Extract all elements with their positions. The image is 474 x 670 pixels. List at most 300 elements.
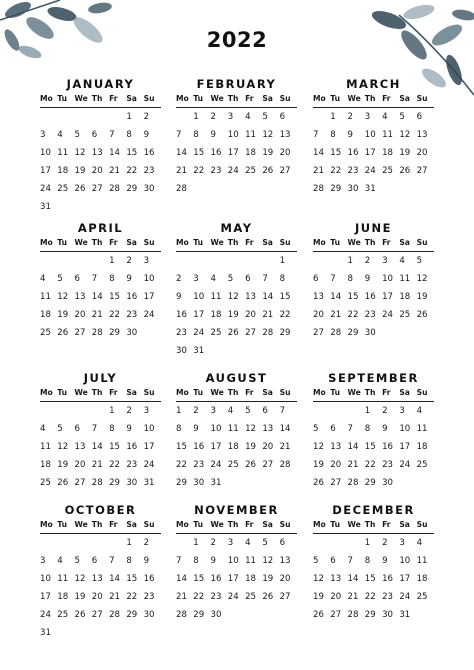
day-cell: 28 xyxy=(176,184,187,194)
week-row xyxy=(313,288,434,306)
day-cell: 20 xyxy=(74,460,86,470)
weekday-label: Sa xyxy=(399,238,410,247)
day-cell: 26 xyxy=(74,184,86,194)
day-cell: 15 xyxy=(109,442,120,452)
day-cell xyxy=(228,252,245,270)
day-cell xyxy=(313,108,330,126)
day-cell: 1 xyxy=(193,112,199,122)
day-cell: 10 xyxy=(364,130,376,140)
weekday-label: Mo xyxy=(313,520,326,529)
weekday-label: Mo xyxy=(40,388,53,397)
day-cell xyxy=(144,324,161,342)
day-cell: 13 xyxy=(313,292,324,302)
week-row xyxy=(176,144,297,162)
weekday-label: Tu xyxy=(193,388,204,397)
day-cell: 9 xyxy=(347,130,353,140)
day-cell: 11 xyxy=(416,424,428,434)
week-row xyxy=(313,144,434,162)
weekday-label: Th xyxy=(91,520,103,529)
day-cell: 11 xyxy=(245,130,256,140)
week-row xyxy=(176,342,297,360)
week-row xyxy=(40,324,161,342)
weekday-label: Su xyxy=(416,388,428,397)
day-cell xyxy=(75,198,92,216)
day-cell: 19 xyxy=(416,292,428,302)
day-cell: 10 xyxy=(143,274,155,284)
week-row xyxy=(176,126,297,144)
day-cell xyxy=(245,252,262,270)
weekday-label: Mo xyxy=(176,520,189,529)
day-cell: 4 xyxy=(245,112,251,122)
month-name: APRIL xyxy=(77,221,124,235)
weekday-label: Tu xyxy=(193,520,204,529)
day-cell xyxy=(228,180,245,198)
day-cell: 24 xyxy=(364,166,376,176)
month-name: AUGUST xyxy=(205,371,268,385)
day-cell: 12 xyxy=(245,424,256,434)
day-cell: 13 xyxy=(74,442,86,452)
day-cell: 24 xyxy=(227,166,239,176)
day-cell: 21 xyxy=(176,592,187,602)
day-cell xyxy=(40,108,57,126)
week-row xyxy=(40,270,161,288)
day-cell: 24 xyxy=(143,460,155,470)
day-cell: 11 xyxy=(40,442,51,452)
day-cell: 4 xyxy=(245,538,251,548)
day-cell xyxy=(330,402,347,420)
day-cell: 21 xyxy=(262,310,274,320)
day-cell: 21 xyxy=(279,442,291,452)
day-cell: 3 xyxy=(40,130,46,140)
weekday-header xyxy=(176,386,297,400)
day-cell: 22 xyxy=(176,460,187,470)
day-cell: 7 xyxy=(109,556,115,566)
day-cell xyxy=(330,534,347,552)
day-cell: 2 xyxy=(210,538,216,548)
day-grid xyxy=(176,534,297,624)
day-cell: 23 xyxy=(382,460,393,470)
weekday-label: We xyxy=(210,520,224,529)
day-cell: 19 xyxy=(262,574,274,584)
day-cell: 21 xyxy=(176,166,187,176)
month-january xyxy=(40,76,161,216)
day-cell: 16 xyxy=(143,574,155,584)
day-cell: 10 xyxy=(382,274,393,284)
day-cell: 7 xyxy=(313,130,319,140)
weekday-label: Tu xyxy=(330,94,341,103)
weekday-label: Sa xyxy=(262,520,273,529)
month-name: JANUARY xyxy=(66,77,135,91)
weekday-label: Fr xyxy=(382,388,391,397)
week-row xyxy=(40,126,161,144)
week-row xyxy=(176,438,297,456)
month-name: DECEMBER xyxy=(332,503,415,517)
day-cell: 24 xyxy=(143,310,155,320)
day-cell: 11 xyxy=(382,130,393,140)
day-cell: 4 xyxy=(416,406,423,416)
day-cell: 27 xyxy=(416,166,428,176)
day-cell: 24 xyxy=(40,184,51,194)
day-cell: 21 xyxy=(347,460,359,470)
week-row xyxy=(40,162,161,180)
day-cell: 14 xyxy=(109,148,120,158)
week-row xyxy=(313,588,434,606)
day-cell: 15 xyxy=(364,574,376,584)
day-cell: 30 xyxy=(347,184,359,194)
week-row xyxy=(40,534,161,552)
day-cell xyxy=(330,252,347,270)
weekday-label: We xyxy=(347,388,361,397)
weekday-label: Tu xyxy=(57,238,68,247)
day-cell: 11 xyxy=(416,556,428,566)
day-cell: 10 xyxy=(40,148,51,158)
day-cell: 14 xyxy=(347,442,359,452)
day-cell: 15 xyxy=(176,442,187,452)
weekday-header xyxy=(313,518,434,532)
day-cell xyxy=(144,624,161,642)
day-cell: 16 xyxy=(347,148,359,158)
weekday-label: Su xyxy=(143,94,155,103)
day-cell: 22 xyxy=(193,592,205,602)
day-cell xyxy=(92,108,109,126)
day-cell: 27 xyxy=(91,184,103,194)
weekday-label: We xyxy=(210,238,224,247)
day-cell: 5 xyxy=(74,130,80,140)
day-cell xyxy=(57,624,74,642)
weekday-label: Tu xyxy=(193,238,204,247)
week-row xyxy=(176,252,297,270)
weekday-label: Fr xyxy=(382,94,391,103)
day-cell: 15 xyxy=(126,148,138,158)
weekday-label: Th xyxy=(227,388,239,397)
day-cell: 14 xyxy=(91,442,103,452)
day-cell xyxy=(176,534,193,552)
day-cell: 5 xyxy=(74,556,80,566)
weekday-label: Th xyxy=(364,520,376,529)
day-cell: 31 xyxy=(364,184,376,194)
day-cell xyxy=(193,180,210,198)
month-april xyxy=(40,220,161,342)
month-december xyxy=(313,502,434,624)
day-cell: 1 xyxy=(126,538,132,548)
day-cell: 6 xyxy=(262,406,268,416)
day-grid xyxy=(313,108,434,198)
day-cell: 25 xyxy=(57,610,69,620)
day-cell xyxy=(245,474,262,492)
day-cell: 14 xyxy=(313,148,324,158)
day-cell: 16 xyxy=(193,442,205,452)
weekday-label: Th xyxy=(364,238,376,247)
weekday-label: Su xyxy=(143,388,155,397)
day-cell: 30 xyxy=(126,328,138,338)
day-cell xyxy=(92,198,109,216)
day-cell: 1 xyxy=(109,406,115,416)
week-row xyxy=(176,534,297,552)
day-cell: 23 xyxy=(176,328,187,338)
week-row xyxy=(176,288,297,306)
day-cell: 13 xyxy=(279,130,291,140)
day-cell xyxy=(211,252,228,270)
day-cell: 9 xyxy=(382,556,388,566)
week-row xyxy=(40,438,161,456)
day-cell: 30 xyxy=(382,610,393,620)
day-cell: 25 xyxy=(40,328,51,338)
day-cell: 2 xyxy=(193,406,199,416)
weekday-label: Th xyxy=(364,388,376,397)
day-cell: 5 xyxy=(57,274,63,284)
weekday-header xyxy=(176,92,297,106)
day-cell: 14 xyxy=(279,424,291,434)
week-row xyxy=(176,570,297,588)
day-cell: 5 xyxy=(262,538,268,548)
weekday-label: Th xyxy=(227,520,239,529)
day-cell: 5 xyxy=(227,274,234,284)
day-cell: 21 xyxy=(347,592,359,602)
day-grid xyxy=(176,402,297,492)
week-row xyxy=(313,570,434,588)
day-cell: 8 xyxy=(330,130,336,140)
day-cell: 11 xyxy=(40,292,51,302)
weekday-label: We xyxy=(74,94,88,103)
day-cell xyxy=(109,198,126,216)
day-cell: 23 xyxy=(126,310,138,320)
day-cell: 1 xyxy=(176,406,182,416)
weekday-label: Tu xyxy=(330,520,341,529)
day-cell xyxy=(92,402,109,420)
day-cell xyxy=(40,402,57,420)
day-cell: 16 xyxy=(126,292,138,302)
weekday-label: Th xyxy=(227,94,239,103)
calendar-year-title: 2022 xyxy=(206,28,268,52)
month-february xyxy=(176,76,297,198)
day-cell: 19 xyxy=(245,442,256,452)
day-cell: 1 xyxy=(126,112,132,122)
day-cell: 21 xyxy=(313,166,324,176)
day-cell: 28 xyxy=(109,610,120,620)
day-cell: 20 xyxy=(313,310,324,320)
day-cell: 7 xyxy=(262,274,268,284)
weekday-label: Sa xyxy=(262,94,273,103)
day-cell: 3 xyxy=(227,112,234,122)
day-cell: 30 xyxy=(210,610,222,620)
day-cell: 16 xyxy=(364,292,376,302)
day-cell: 14 xyxy=(109,574,120,584)
week-row xyxy=(40,456,161,474)
weekday-label: Su xyxy=(143,238,155,247)
day-cell: 18 xyxy=(245,574,256,584)
week-row xyxy=(40,570,161,588)
weekday-label: Sa xyxy=(399,388,410,397)
day-cell: 29 xyxy=(176,478,187,488)
month-name: JUNE xyxy=(354,221,393,235)
day-cell: 27 xyxy=(245,328,256,338)
month-name: SEPTEMBER xyxy=(328,371,419,385)
day-cell: 11 xyxy=(57,574,69,584)
day-cell: 26 xyxy=(57,328,69,338)
day-cell xyxy=(75,402,92,420)
weekday-label: Fr xyxy=(245,388,254,397)
day-cell: 12 xyxy=(74,148,86,158)
day-cell: 2 xyxy=(347,112,353,122)
week-row xyxy=(313,252,434,270)
day-cell: 23 xyxy=(143,592,155,602)
month-name: OCTOBER xyxy=(64,503,137,517)
day-cell xyxy=(262,342,279,360)
day-cell: 28 xyxy=(91,328,103,338)
day-cell: 2 xyxy=(176,274,182,284)
day-cell: 13 xyxy=(330,574,342,584)
weekday-label: We xyxy=(347,520,361,529)
day-cell xyxy=(313,252,330,270)
day-cell: 17 xyxy=(227,574,239,584)
day-cell: 6 xyxy=(91,556,98,566)
day-cell: 31 xyxy=(193,346,205,356)
day-cell: 20 xyxy=(279,148,291,158)
weekday-label: Th xyxy=(91,388,103,397)
day-cell xyxy=(176,252,193,270)
weekday-label: Mo xyxy=(40,238,53,247)
day-cell: 18 xyxy=(399,292,411,302)
day-cell: 14 xyxy=(91,292,103,302)
day-cell: 19 xyxy=(313,592,324,602)
day-cell: 8 xyxy=(176,424,182,434)
day-cell: 11 xyxy=(245,556,256,566)
day-cell: 8 xyxy=(126,130,132,140)
day-cell: 3 xyxy=(399,538,405,548)
day-cell: 2 xyxy=(143,538,150,548)
week-row xyxy=(176,420,297,438)
day-grid xyxy=(176,108,297,198)
day-cell: 27 xyxy=(74,478,86,488)
weekday-header xyxy=(40,92,161,106)
month-september xyxy=(313,370,434,492)
day-cell: 29 xyxy=(109,328,120,338)
day-cell: 18 xyxy=(382,148,393,158)
day-cell: 30 xyxy=(176,346,187,356)
day-cell: 31 xyxy=(40,628,51,638)
day-cell: 18 xyxy=(416,574,428,584)
weekday-label: We xyxy=(210,94,224,103)
day-cell: 9 xyxy=(126,424,132,434)
day-cell: 14 xyxy=(176,574,187,584)
day-cell xyxy=(399,180,416,198)
week-row xyxy=(40,198,161,216)
month-march xyxy=(313,76,434,198)
day-cell: 27 xyxy=(330,610,342,620)
day-cell xyxy=(280,342,297,360)
week-row xyxy=(313,438,434,456)
day-cell xyxy=(348,402,365,420)
week-row xyxy=(40,144,161,162)
day-cell xyxy=(193,252,210,270)
weekday-label: Su xyxy=(279,94,291,103)
day-cell: 7 xyxy=(347,424,353,434)
day-cell: 5 xyxy=(416,256,423,266)
day-cell: 9 xyxy=(126,274,132,284)
day-cell: 5 xyxy=(313,556,319,566)
day-cell: 19 xyxy=(57,310,69,320)
day-cell: 8 xyxy=(126,556,132,566)
day-cell: 22 xyxy=(109,310,120,320)
day-cell: 7 xyxy=(176,130,182,140)
day-cell: 13 xyxy=(330,442,342,452)
day-cell: 6 xyxy=(74,424,80,434)
week-row xyxy=(40,552,161,570)
day-cell: 20 xyxy=(245,310,256,320)
month-name: MAY xyxy=(220,221,253,235)
weekday-label: Fr xyxy=(109,388,118,397)
week-row xyxy=(313,606,434,624)
day-grid xyxy=(313,252,434,342)
day-cell: 7 xyxy=(91,274,98,284)
day-cell: 3 xyxy=(193,274,199,284)
weekday-header xyxy=(313,386,434,400)
day-cell: 19 xyxy=(74,166,86,176)
weekday-label: Su xyxy=(143,520,155,529)
day-cell: 18 xyxy=(245,148,256,158)
week-row xyxy=(313,180,434,198)
week-row xyxy=(40,588,161,606)
week-row xyxy=(313,162,434,180)
week-row xyxy=(313,324,434,342)
day-cell xyxy=(382,324,399,342)
day-cell xyxy=(57,402,74,420)
day-cell: 17 xyxy=(364,148,376,158)
day-cell: 5 xyxy=(245,406,251,416)
day-cell: 24 xyxy=(193,328,205,338)
day-cell: 22 xyxy=(109,460,120,470)
day-cell: 12 xyxy=(227,292,239,302)
month-july xyxy=(40,370,161,492)
day-cell: 30 xyxy=(193,478,205,488)
day-cell: 17 xyxy=(143,442,155,452)
day-cell: 8 xyxy=(193,130,199,140)
day-cell: 27 xyxy=(74,328,86,338)
day-cell: 28 xyxy=(330,328,342,338)
day-cell: 4 xyxy=(416,538,423,548)
week-row xyxy=(313,552,434,570)
day-cell: 18 xyxy=(57,592,69,602)
day-cell: 16 xyxy=(210,148,222,158)
week-row xyxy=(40,288,161,306)
weekday-label: Fr xyxy=(245,238,254,247)
day-cell: 9 xyxy=(210,556,216,566)
day-cell: 26 xyxy=(313,610,324,620)
day-cell: 8 xyxy=(109,424,115,434)
weekday-label: Fr xyxy=(109,238,118,247)
day-cell: 10 xyxy=(399,424,411,434)
day-cell: 18 xyxy=(416,442,428,452)
day-cell xyxy=(262,474,279,492)
day-cell: 1 xyxy=(109,256,115,266)
week-row xyxy=(40,420,161,438)
weekday-label: Mo xyxy=(176,94,189,103)
weekday-label: Tu xyxy=(330,238,341,247)
day-cell: 17 xyxy=(193,310,205,320)
weekday-header xyxy=(40,386,161,400)
day-cell: 25 xyxy=(210,328,222,338)
day-cell: 29 xyxy=(330,184,342,194)
day-cell: 25 xyxy=(416,460,428,470)
day-cell: 14 xyxy=(330,292,342,302)
day-cell xyxy=(75,534,92,552)
day-cell: 9 xyxy=(193,424,199,434)
day-cell xyxy=(348,534,365,552)
weekday-label: Fr xyxy=(382,238,391,247)
weekday-label: Su xyxy=(279,520,291,529)
weekday-label: We xyxy=(347,238,361,247)
weekday-label: We xyxy=(74,520,88,529)
